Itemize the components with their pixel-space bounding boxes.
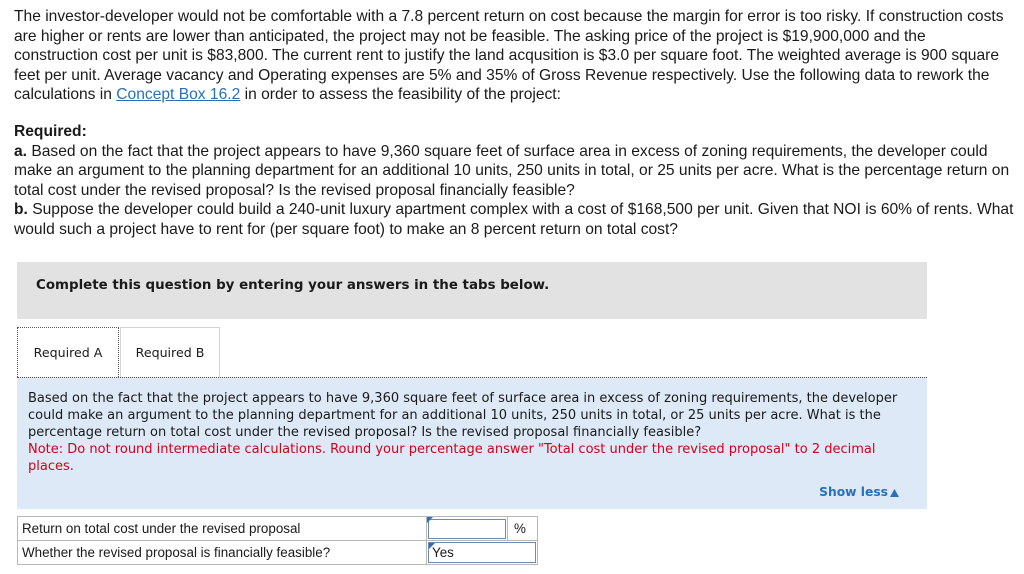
- feasibility-cell: [427, 541, 538, 565]
- required-a-text: Based on the fact that the project appears to have 9,360 square feet of surface area in excess of zoning requirements, the developer could make an argument to the planning department for an additional 10 units, 250 units in total, or 25 units per acre. What is the percentage return on total cost under the revised proposal? Is the revised proposal financially feasible?: [14, 142, 1010, 199]
- question-panel: [17, 377, 927, 509]
- tab-required-b[interactable]: Required B: [120, 327, 220, 377]
- required-b: [14, 200, 1014, 239]
- required-section: [14, 122, 1014, 239]
- percent-unit: %: [508, 517, 538, 541]
- required-a: [14, 142, 1014, 201]
- feasibility-value: Yes: [432, 545, 454, 560]
- return-on-cost-input[interactable]: [428, 519, 506, 539]
- intro-text: The investor-developer would not be comfortable with a 7.8 percent return on cost because the margin for error is too risky. If construction costs are higher or rents are lower than anticipated, the project may not be feasible. The asking price of the project is $19,900,000 and the construction cost per unit is $83,800. The current rent to justify the land acqusition is $3.0 per square foot. The weighted average is 900 square feet per unit. Average vacancy and Operating expenses are 5% and 35% of Gross Revenue respectively. Use the following data to rework the calculations in: [14, 8, 1004, 103]
- concept-box-link[interactable]: Concept Box 16.2: [116, 86, 241, 103]
- required-heading: Required:: [14, 123, 87, 140]
- show-less-label: Show less: [819, 485, 888, 499]
- instructions-text: Complete this question by entering your answers in the tabs below.: [36, 278, 550, 293]
- answer-table: [17, 516, 538, 565]
- table-row: [18, 517, 538, 541]
- answer-marker-icon: [427, 517, 433, 523]
- question-text-block: [28, 390, 908, 475]
- answer-marker-icon: [429, 543, 435, 549]
- return-on-cost-cell: [427, 517, 508, 541]
- show-less-button[interactable]: [819, 485, 899, 499]
- triangle-up-icon: [890, 489, 899, 497]
- intro-text-end: in order to assess the feasibility of the project:: [244, 86, 561, 103]
- feasibility-label: Whether the revised proposal is financially feasible?: [18, 541, 427, 565]
- required-b-text: Suppose the developer could build a 240-unit luxury apartment complex with a cost of $168,500 per unit. Given that NOI is 60% of rents. What would such a project have to rent for (per square foot) to make an 8 percent return on total cost?: [14, 201, 1014, 238]
- question-text: Based on the fact that the project appears to have 9,360 square feet of surface area in excess of zoning requirements, the developer could make an argument to the planning department for an additional 10 units, 250 units in total, or 25 units per acre. What is the percentage return on total cost under the revised proposal? Is the revised proposal financially feasible?: [28, 391, 898, 440]
- required-b-letter: b.: [14, 201, 28, 218]
- instructions-banner: [17, 262, 927, 319]
- tab-required-a[interactable]: Required A: [17, 327, 119, 377]
- return-on-cost-label: Return on total cost under the revised proposal: [18, 517, 427, 541]
- required-a-letter: a.: [14, 142, 28, 160]
- rounding-note: Note: Do not round intermediate calculations. Round your percentage answer "Total cost under the revised proposal" to 2 decimal places.: [28, 442, 876, 474]
- table-row: [18, 541, 538, 565]
- feasibility-select[interactable]: [428, 542, 536, 563]
- problem-intro: [14, 7, 1014, 105]
